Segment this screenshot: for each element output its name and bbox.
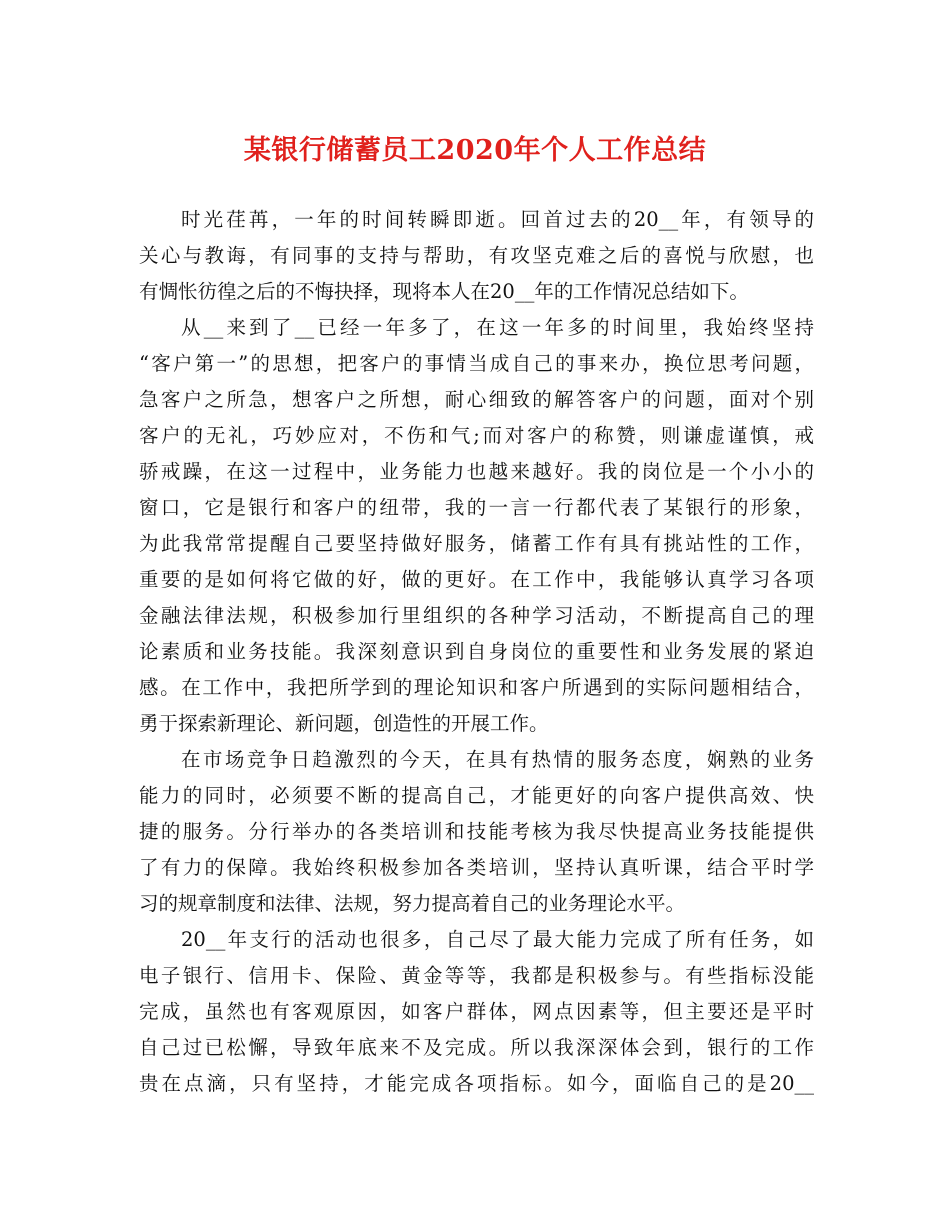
paragraph-line: 关心与教诲，有同事的支持与帮助，有攻坚克难之后的喜悦与欣慰，也 — [139, 244, 814, 267]
paragraph-line: 习的规章制度和法律、法规，努力提高着自己的业务理论水平。 — [139, 892, 686, 915]
paragraph-line: 感。在工作中，我把所学到的理论知识和客户所遇到的实际问题相结合， — [139, 676, 814, 699]
document-body — [139, 202, 814, 1102]
paragraph-line: 完成，虽然也有客观原因，如客户群体，网点因素等，但主要还是平时 — [139, 1000, 814, 1023]
paragraph-line: 为此我常常提醒自己要坚持做好服务，储蓄工作有具有挑站性的工作， — [139, 532, 814, 555]
paragraph-line: 自己过已松懈，导致年底来不及完成。所以我深深体会到，银行的工作 — [139, 1036, 814, 1059]
paragraph-line: 时光荏苒，一年的时间转瞬即逝。回首过去的20__年，有领导的 — [181, 208, 814, 231]
paragraph-line: 急客户之所急，想客户之所想，耐心细致的解答客户的问题，面对个别 — [139, 388, 814, 411]
paragraph-4 — [139, 922, 814, 1102]
paragraph-line: 骄戒躁，在这一过程中，业务能力也越来越好。我的岗位是一个小小的 — [139, 460, 814, 483]
paragraph-line: 金融法律法规，积极参加行里组织的各种学习活动，不断提高自己的理 — [139, 604, 814, 627]
paragraph-line: 客户的无礼，巧妙应对，不伤和气;而对客户的称赞，则谦虚谨慎，戒 — [139, 424, 814, 447]
paragraph-line: 能力的同时，必须要不断的提高自己，才能更好的向客户提供高效、快 — [139, 784, 814, 807]
paragraph-3 — [139, 742, 814, 922]
paragraph-line: 有惆怅彷徨之后的不悔抉择，现将本人在20__年的工作情况总结如下。 — [139, 280, 749, 303]
paragraph-line: 从__来到了__已经一年多了，在这一年多的时间里，我始终坚持 — [181, 316, 814, 339]
paragraph-line: 了有力的保障。我始终积极参加各类培训，坚持认真听课，结合平时学 — [139, 856, 814, 879]
paragraph-line: 捷的服务。分行举办的各类培训和技能考核为我尽快提高业务技能提供 — [139, 820, 814, 843]
paragraph-line: 在市场竞争日趋激烈的今天，在具有热情的服务态度，娴熟的业务 — [181, 748, 814, 771]
paragraph-line: 贵在点滴，只有坚持，才能完成各项指标。如今，面临自己的是20__ — [139, 1072, 814, 1095]
paragraph-line: 20__年支行的活动也很多，自己尽了最大能力完成了所有任务，如 — [181, 928, 814, 951]
paragraph-line: 论素质和业务技能。我深刻意识到自身岗位的重要性和业务发展的紧迫 — [139, 640, 814, 663]
paragraph-line: 电子银行、信用卡、保险、黄金等等，我都是积极参与。有些指标没能 — [139, 964, 814, 987]
paragraph-line: 窗口，它是银行和客户的纽带，我的一言一行都代表了某银行的形象， — [139, 496, 814, 519]
paragraph-line: 重要的是如何将它做的好，做的更好。在工作中，我能够认真学习各项 — [139, 568, 814, 591]
paragraph-line: 勇于探索新理论、新问题，创造性的开展工作。 — [139, 712, 549, 735]
paragraph-1 — [139, 202, 814, 310]
paragraph-line: “客户第一”的思想，把客户的事情当成自己的事来办，换位思考问题， — [139, 352, 814, 375]
document-title: 某银行储蓄员工2020年个人工作总结 — [243, 135, 707, 166]
paragraph-2 — [139, 310, 814, 742]
